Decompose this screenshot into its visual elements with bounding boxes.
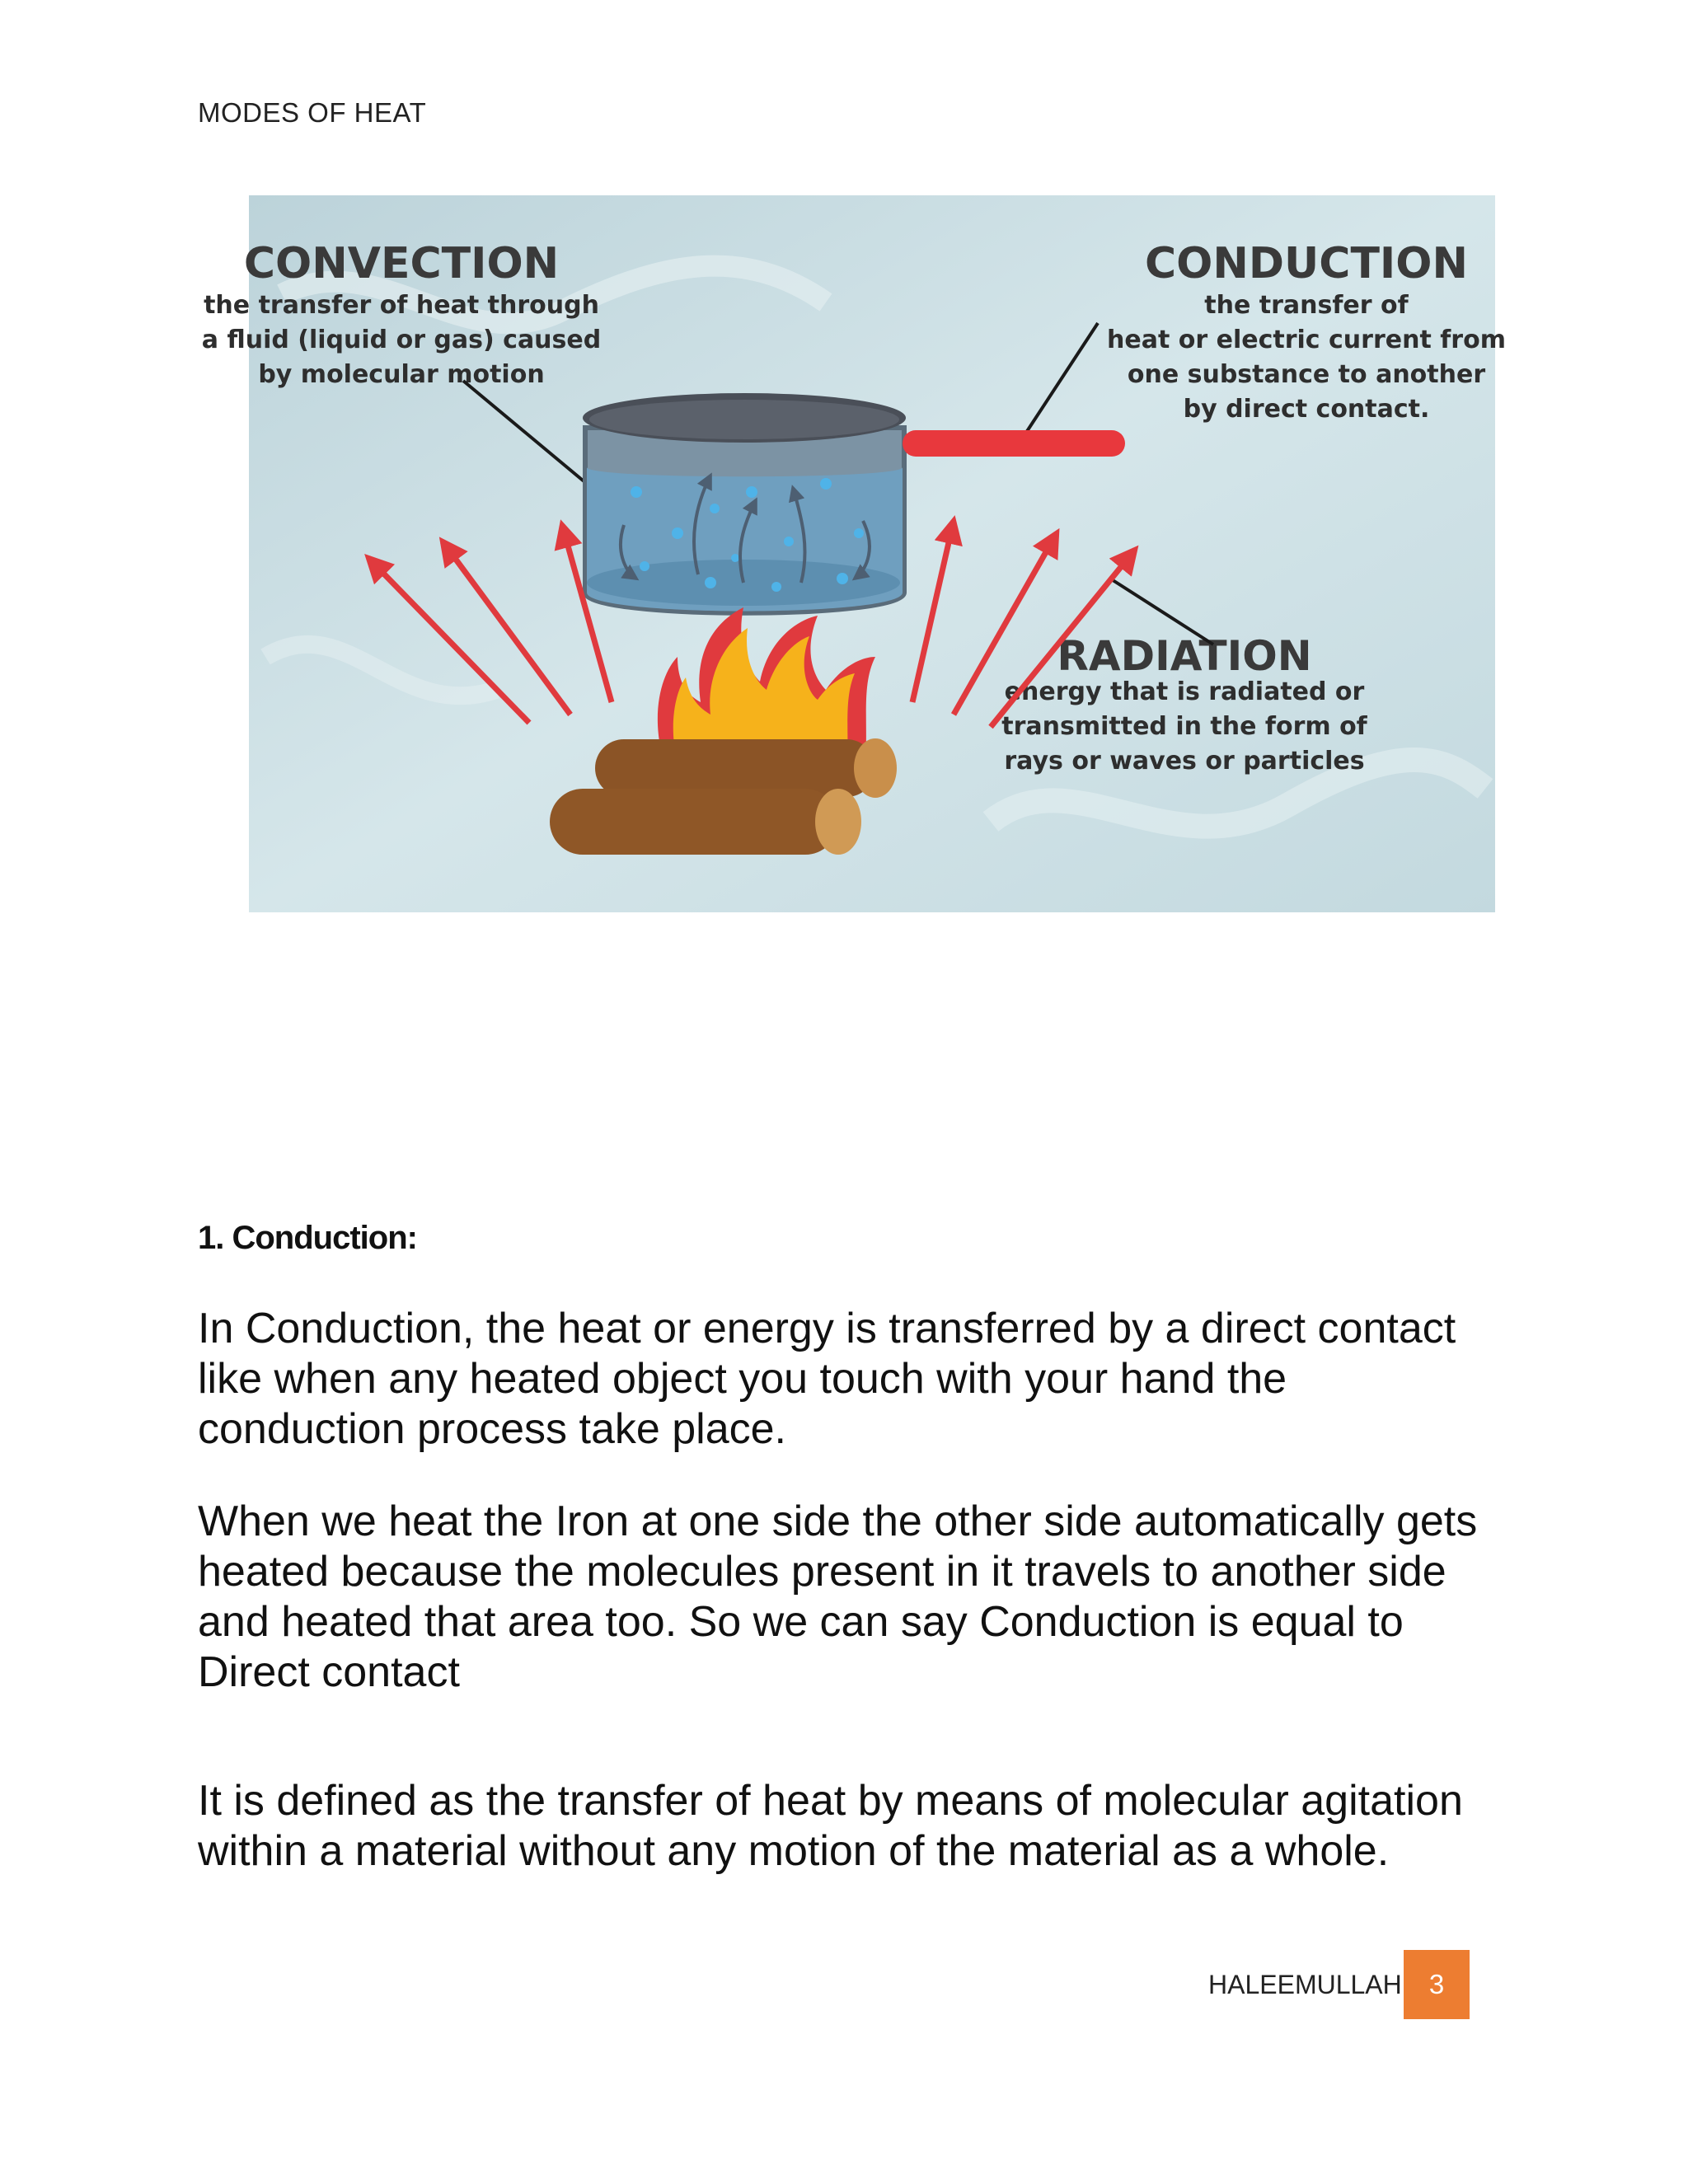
paragraph: It is defined as the transfer of heat by means of molecular agitation within a material without any motion of the material as a whole. — [198, 1777, 1463, 1875]
page-header-title: MODES OF HEAT — [198, 97, 427, 128]
convection-title: CONVECTION — [243, 239, 560, 288]
conduction-title: CONDUCTION — [1145, 239, 1468, 288]
convection-desc-line: the transfer of heat through — [204, 291, 599, 320]
conduction-desc-line: one substance to another — [1127, 360, 1486, 389]
page-number: 3 — [1428, 1969, 1445, 1999]
radiation-desc-line: rays or waves or particles — [1004, 747, 1365, 776]
conduction-desc-line: the transfer of — [1204, 291, 1409, 320]
convection-desc-line: a fluid (liquid or gas) caused — [201, 326, 602, 354]
paragraph: When we heat the Iron at one side the other side automatically gets heated because the molecules present in it travels to another side and heated that area too. So we can say Conduction is equal to Direct contact — [198, 1497, 1478, 1696]
footer-author: HALEEMULLAH — [1208, 1970, 1402, 1999]
radiation-desc-line: energy that is radiated or — [1004, 677, 1365, 706]
pot-handle — [903, 430, 1125, 457]
paragraph: In Conduction, the heat or energy is transferred by a direct contact like when any heated object you touch with your hand the conduction process take place. — [198, 1305, 1456, 1453]
radiation-title: RADIATION — [1057, 632, 1312, 680]
convection-desc-line: by molecular motion — [258, 360, 545, 389]
radiation-desc-line: transmitted in the form of — [1001, 712, 1367, 741]
page-number-badge — [1404, 1950, 1470, 2019]
conduction-desc-line: heat or electric current from — [1107, 326, 1506, 354]
logs-icon — [550, 738, 897, 855]
conduction-desc-line: by direct contact. — [1183, 395, 1430, 424]
section-heading: 1. Conduction: — [198, 1220, 417, 1256]
heat-transfer-diagram — [201, 195, 1506, 912]
